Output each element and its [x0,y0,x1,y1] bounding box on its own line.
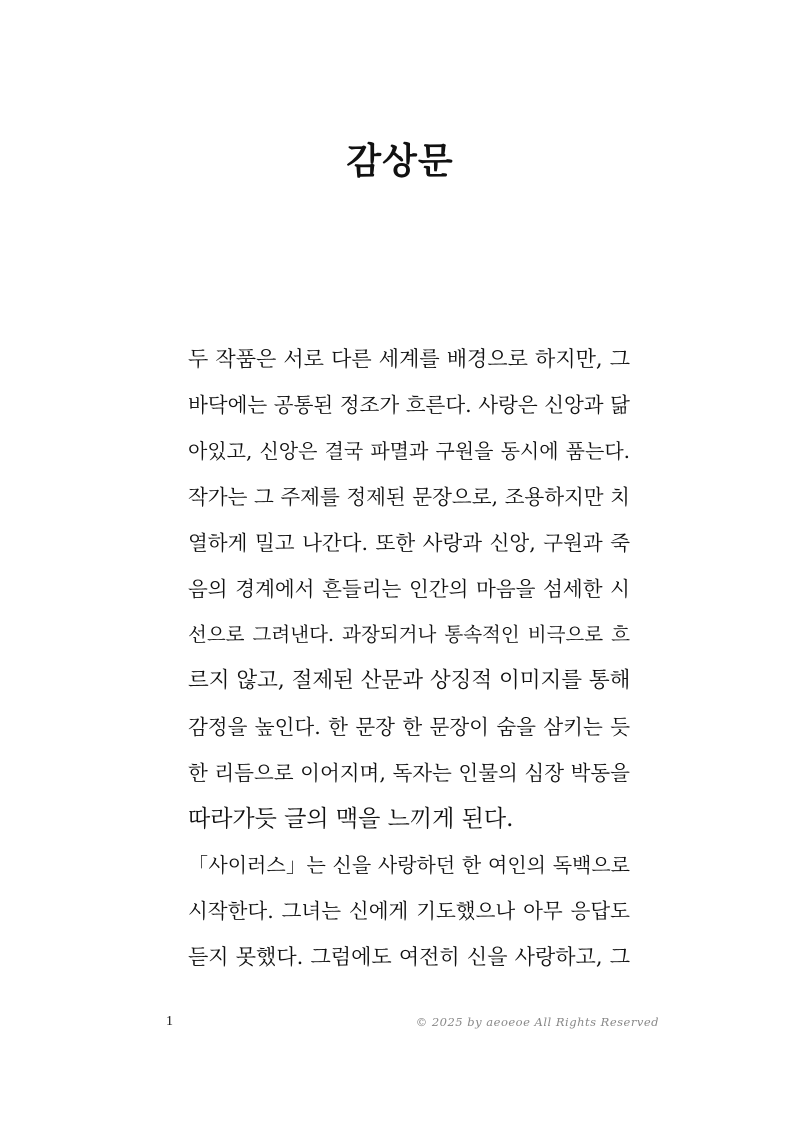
text-line: 「사이러스」는 신을 사랑하던 한 여인의 독백으로 [188,853,630,877]
text-line: 감정을 높인다. 한 문장 한 문장이 숨을 삼키는 듯 [188,715,630,739]
text-line: 바닥에는 공통된 정조가 흐른다. 사랑은 신앙과 닮 [188,393,630,417]
text-line: 선으로 그려낸다. 과장되거나 통속적인 비극으로 흐 [188,623,630,646]
page-title: 감상문 [346,141,454,182]
text-line: 작가는 그 주제를 정제된 문장으로, 조용하지만 치 [188,485,630,509]
text-line: 아있고, 신앙은 결국 파멸과 구원을 동시에 품는다. [188,439,630,463]
copyright-notice: © 2025 by aeoeoe All Rights Reserved [415,1015,659,1029]
text-line: 따라가듯 글의 맥을 느끼게 된다. [188,806,514,832]
body-text [188,336,630,980]
text-line: 르지 않고, 절제된 산문과 상징적 이미지를 통해 [188,668,630,693]
text-line: 음의 경계에서 흔들리는 인간의 마음을 섬세한 시 [188,577,630,601]
text-line: 두 작품은 서로 다른 세계를 배경으로 하지만, 그 [188,347,630,371]
text-line: 듣지 못했다. 그럼에도 여전히 신을 사랑하고, 그 [188,945,630,969]
text-line: 열하게 밀고 나간다. 또한 사랑과 신앙, 구원과 죽 [188,531,630,555]
text-line: 시작한다. 그녀는 신에게 기도했으나 아무 응답도 [188,899,630,923]
text-line: 한 리듬으로 이어지며, 독자는 인물의 심장 박동을 [188,761,630,785]
page-number: 1 [166,1014,173,1029]
